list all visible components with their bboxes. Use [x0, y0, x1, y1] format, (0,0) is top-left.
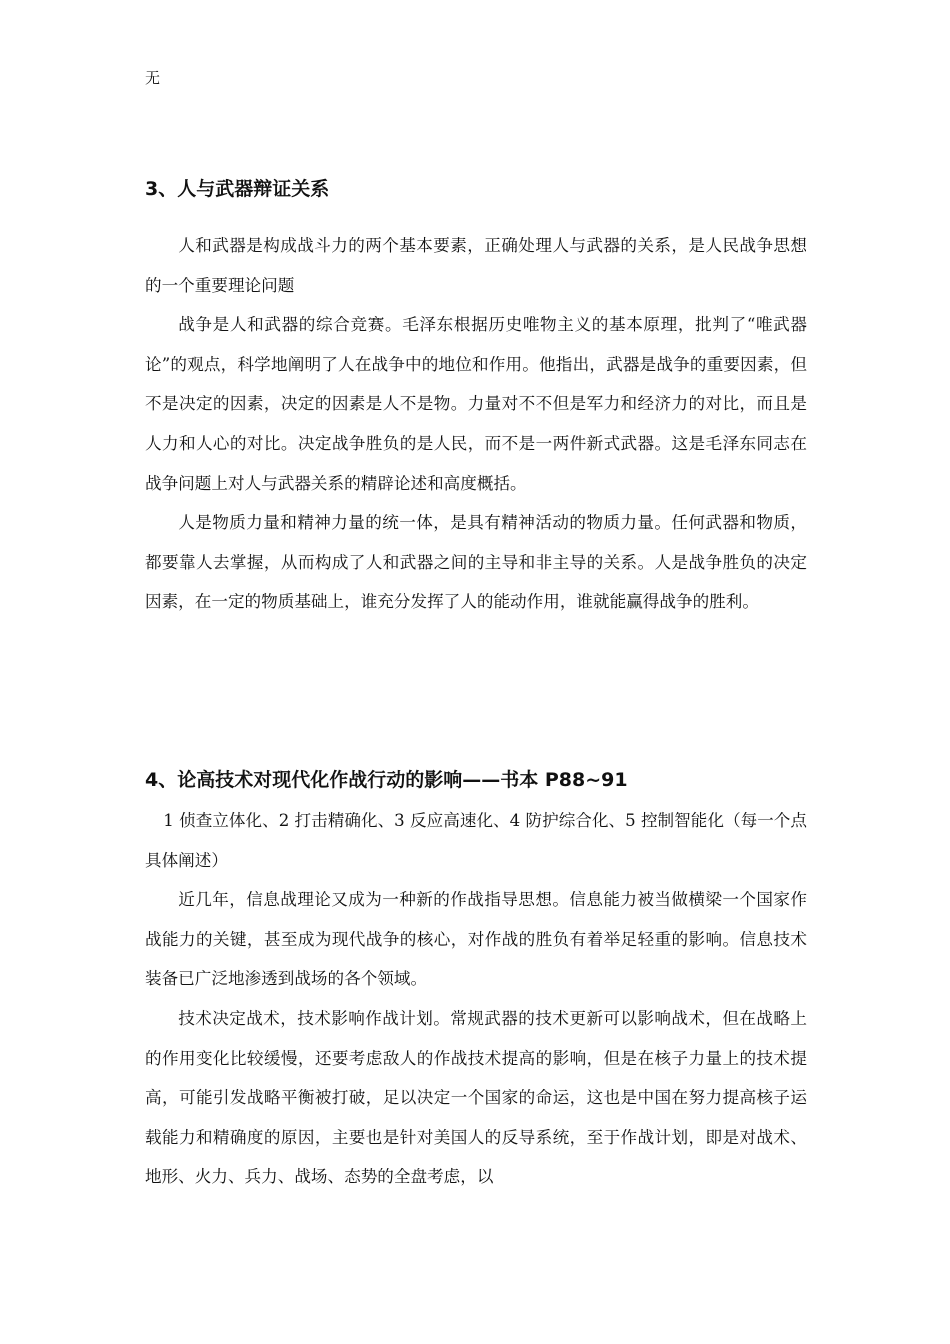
section-4-body [145, 801, 807, 1197]
section-4-paragraph-1: 1 侦查立体化、2 打击精确化、3 反应高速化、4 防护综合化、5 控制智能化（每一个点具体阐述） [145, 811, 807, 870]
section-4-paragraph-3: 技术决定战术，技术影响作战计划。常规武器的技术更新可以影响战术，但在战略上的作用变化比较缓慢，还要考虑敌人的作战技术提高的影响，但是在核子力量上的技术提高，可能引发战略平衡被打破，足以决定一个国家的命运，这也是中国在努力提高核子运载能力和精确度的原因，主要也是针对美国人的反导系统，至于作战计划，即是对战术、地形、火力、兵力、战场、态势的全盘考虑，以 [145, 1008, 807, 1187]
section-3-paragraph-3: 人是物质力量和精神力量的统一体，是具有精神活动的物质力量。任何武器和物质，都要靠人去掌握，从而构成了人和武器之间的主导和非主导的关系。人是战争胜负的决定因素，在一定的物质基础上，谁充分发挥了人的能动作用，谁就能赢得战争的胜利。 [145, 513, 807, 612]
section-4-paragraph-2: 近几年，信息战理论又成为一种新的作战指导思想。信息能力被当做横梁一个国家作战能力的关键，甚至成为现代战争的核心，对作战的胜负有着举足轻重的影响。信息技术装备已广泛地渗透到战场的各个领域。 [145, 890, 807, 989]
section-3-heading: 3、人与武器辩证关系 [145, 178, 330, 200]
section-4-heading: 4、论高技术对现代化作战行动的影响——书本 P88~91 [145, 769, 628, 791]
top-note: 无 [145, 69, 161, 87]
section-3-paragraph-1: 人和武器是构成战斗力的两个基本要素，正确处理人与武器的关系，是人民战争思想的一个重要理论问题 [145, 236, 807, 295]
section-3-paragraph-2: 战争是人和武器的综合竞赛。毛泽东根据历史唯物主义的基本原理，批判了“唯武器论”的观点，科学地阐明了人在战争中的地位和作用。他指出，武器是战争的重要因素，但不是决定的因素，决定的因素是人不是物。力量对不不但是军力和经济力的对比，而且是人力和人心的对比。决定战争胜负的是人民，而不是一两件新式武器。这是毛泽东同志在战争问题上对人与武器关系的精辟论述和高度概括。 [145, 315, 807, 493]
section-3-body [145, 226, 807, 622]
